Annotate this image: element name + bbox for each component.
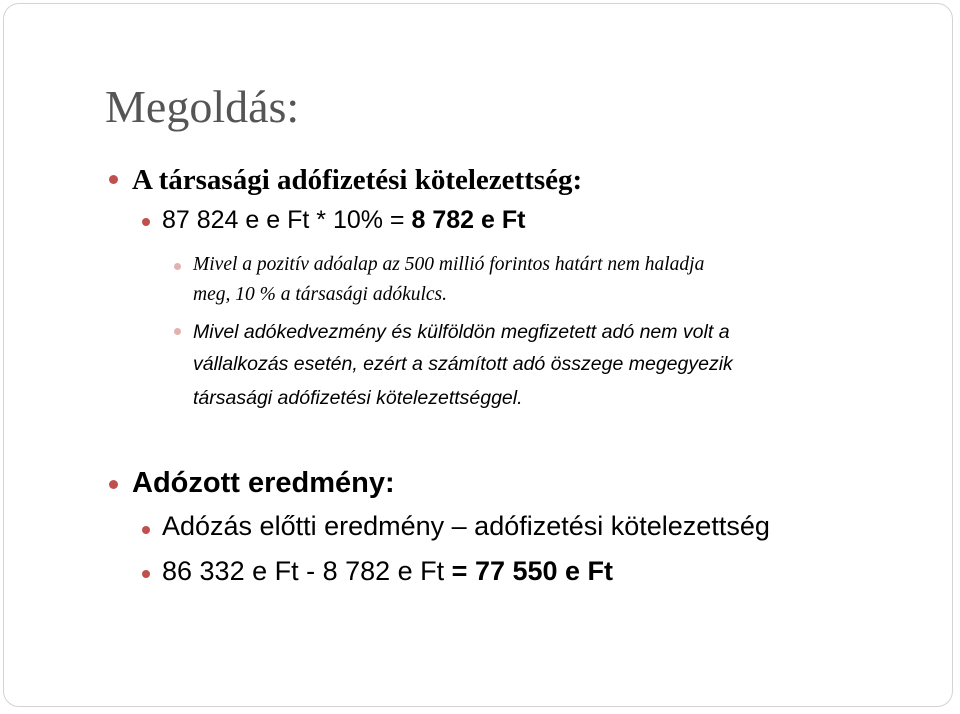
slide-title: Megoldás: xyxy=(105,81,300,132)
note-tax-rate-line2: meg, 10 % a társasági adókulcs. xyxy=(193,284,448,305)
note-tax-rate-line1: Mivel a pozitív adóalap az 500 millió forintos határt nem haladja xyxy=(193,254,705,275)
net-calc-result: = 77 550 e Ft xyxy=(451,556,614,586)
bullet-icon xyxy=(142,218,150,226)
slide xyxy=(3,3,953,707)
note-tax-equal-line3: társasági adófizetési kötelezettséggel. xyxy=(193,387,523,409)
note-tax-equal-line2: vállalkozás esetén, ezért a számított adó összege megegyezik xyxy=(193,353,733,375)
bullet-icon xyxy=(109,175,118,184)
bullet-icon xyxy=(142,526,150,534)
net-result-formula: Adózás előtti eredmény – adófizetési kötelezettség xyxy=(162,511,770,541)
tax-calculation xyxy=(162,206,525,235)
tax-calc-result: 8 782 e Ft xyxy=(411,206,526,234)
bullet-icon xyxy=(174,263,181,270)
net-calc-prefix: 86 332 e Ft - 8 782 e Ft xyxy=(162,556,452,586)
section-heading-net-result: Adózott eredmény: xyxy=(132,467,395,499)
section-heading-tax: A társasági adófizetési kötelezettség: xyxy=(132,164,583,196)
bullet-icon xyxy=(174,328,181,335)
tax-calc-prefix: 87 824 e e Ft * 10% = xyxy=(162,206,412,234)
bullet-icon xyxy=(109,480,118,489)
net-result-calculation xyxy=(162,556,613,587)
bullet-icon xyxy=(142,570,150,578)
note-tax-equal-line1: Mivel adókedvezmény és külföldön megfizetett adó nem volt a xyxy=(193,321,730,343)
